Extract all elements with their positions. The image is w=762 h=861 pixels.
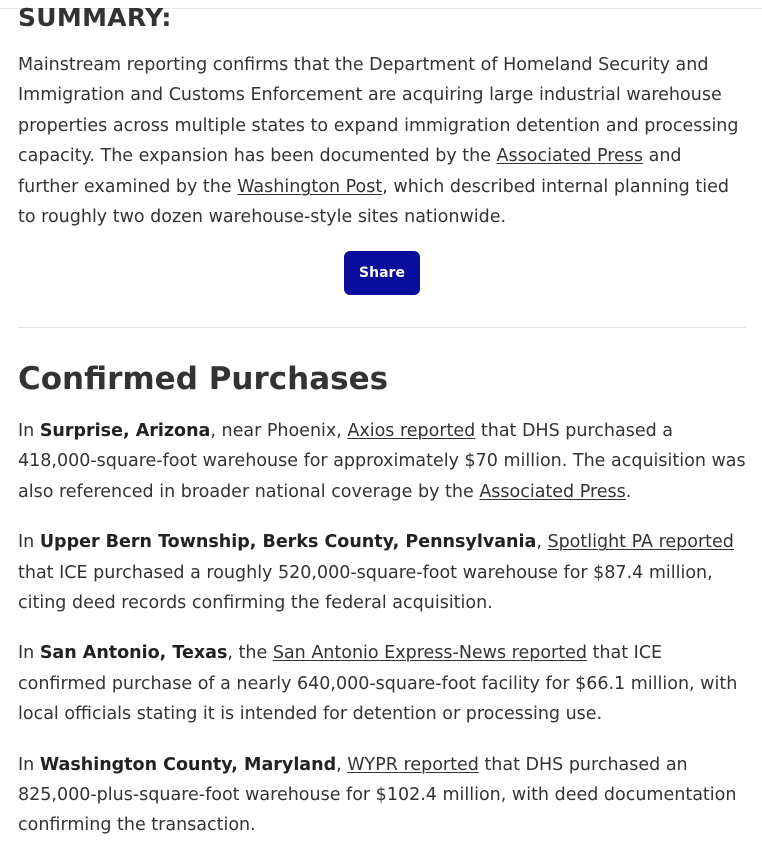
purchase-location: Upper Bern Township, Berks County, Pennsylvania (39, 532, 537, 553)
summary-paragraph (18, 50, 746, 232)
purchase-tail: . (625, 481, 632, 502)
purchase-text: that ICE purchased a roughly 520,000-square-foot warehouse for $87.4 million, citing deed records confirming the federal acquisition. (18, 562, 713, 614)
summary-text: and further examined by the (18, 146, 682, 197)
purchase-text: that DHS purchased an 825,000-plus-square-foot warehouse for $102.4 million, with deed documentation confirming the transaction. (18, 754, 737, 836)
purchase-item-san-antonio (18, 638, 746, 729)
section-divider (18, 327, 746, 328)
purchase-mid: , (336, 754, 348, 775)
purchase-location: Washington County, Maryland (39, 754, 337, 775)
share-button[interactable]: Share (344, 251, 420, 295)
share-container (18, 251, 746, 295)
purchase-lead: In (18, 643, 40, 664)
purchase-lead: In (18, 754, 40, 775)
purchase-text: that ICE confirmed purchase of a nearly 640,000-square-foot facility for $66.1 million, with local officials stating it is intended for detention or processing use. (18, 643, 738, 725)
purchase-lead: In (18, 421, 40, 441)
purchases-list (18, 416, 746, 861)
summary-text: Mainstream reporting confirms that the Department of Homeland Security and Immigration and Customs Enforcement are acquiring large industrial warehouse properties across multiple states to expand immigration detention and processing capacity. The expansion has been documented by the (18, 55, 739, 167)
purchase-lead: In (18, 532, 40, 553)
washington-post-link[interactable]: Washington Post (237, 176, 383, 197)
purchase-location: San Antonio, Texas (39, 643, 228, 664)
spotlight-pa-link[interactable]: Spotlight PA reported (547, 532, 734, 553)
purchase-item-upper-bern (18, 527, 746, 618)
purchase-location: Surprise, Arizona (39, 421, 211, 441)
purchase-mid: , (536, 532, 548, 553)
purchase-item-washington-county (18, 750, 746, 841)
purchase-text: that DHS purchased a 418,000-square-foot warehouse for approximately $70 million. The acquisition was also referenced in broader national coverage by the (18, 421, 746, 502)
associated-press-link[interactable]: Associated Press (496, 146, 644, 167)
purchase-mid: , near Phoenix, (210, 421, 348, 441)
associated-press-link[interactable]: Associated Press (479, 481, 626, 502)
express-news-link[interactable]: San Antonio Express-News reported (272, 643, 587, 664)
summary-text: , which described internal planning tied to roughly two dozen warehouse-style sites nationwide. (18, 176, 729, 228)
summary-heading: SUMMARY: (18, 3, 172, 32)
purchase-mid: , the (227, 643, 273, 664)
purchase-item-surprise-arizona (18, 416, 746, 507)
confirmed-purchases-heading: Confirmed Purchases (18, 361, 389, 397)
wypr-link[interactable]: WYPR reported (347, 754, 479, 775)
axios-reported-link[interactable]: Axios reported (347, 421, 476, 441)
